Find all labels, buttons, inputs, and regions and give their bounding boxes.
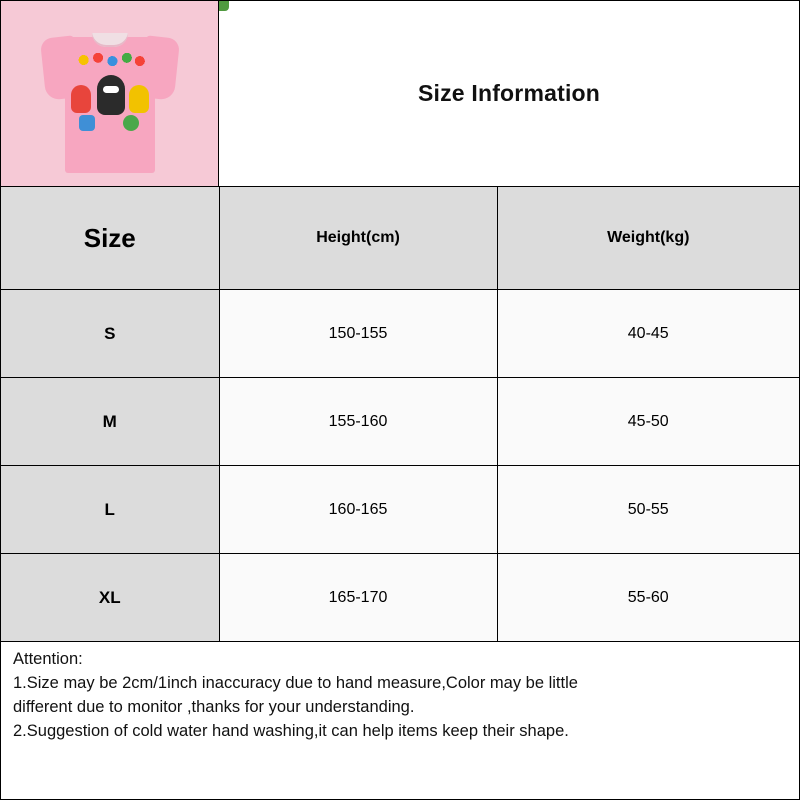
table-row	[1, 290, 799, 378]
cell-size: XL	[1, 554, 219, 642]
page-title: Size Information	[417, 80, 601, 106]
attention-line-1: 1.Size may be 2cm/1inch inaccuracy due to hand measure,Color may be little	[13, 673, 578, 692]
attention-line-3: 2.Suggestion of cold water hand washing,it can help items keep their shape.	[13, 721, 569, 740]
attention-line-2: different due to monitor ,thanks for your understanding.	[13, 697, 415, 716]
tshirt-character-green-icon	[123, 115, 139, 131]
tshirt-graphic-lettering	[75, 49, 147, 71]
cell-weight: 45-50	[497, 378, 799, 466]
tshirt-character-black-icon	[97, 75, 125, 115]
table-row	[1, 466, 799, 554]
cell-height: 165-170	[219, 554, 497, 642]
header-row	[1, 1, 799, 186]
cell-height: 150-155	[219, 290, 497, 378]
column-header-size: Size	[1, 187, 219, 290]
cell-size: L	[1, 466, 219, 554]
tshirt-character-red-icon	[71, 85, 91, 113]
table-header-row	[1, 187, 799, 290]
cell-size: M	[1, 378, 219, 466]
tshirt-character-blue-icon	[79, 115, 95, 131]
title-cell	[219, 1, 799, 186]
cell-size: S	[1, 290, 219, 378]
column-header-weight: Weight(kg)	[497, 187, 799, 290]
cell-height: 160-165	[219, 466, 497, 554]
cell-height: 155-160	[219, 378, 497, 466]
product-photo	[1, 1, 219, 186]
product-image-cell	[1, 1, 219, 186]
cell-weight: 50-55	[497, 466, 799, 554]
table-row	[1, 554, 799, 642]
column-header-height: Height(cm)	[219, 187, 497, 290]
size-table	[1, 186, 799, 641]
cell-weight: 40-45	[497, 290, 799, 378]
attention-block	[1, 641, 799, 800]
cell-weight: 55-60	[497, 554, 799, 642]
tshirt-character-yellow-icon	[129, 85, 149, 113]
table-row	[1, 378, 799, 466]
attention-heading: Attention:	[13, 650, 83, 668]
tshirt-illustration	[45, 23, 175, 173]
